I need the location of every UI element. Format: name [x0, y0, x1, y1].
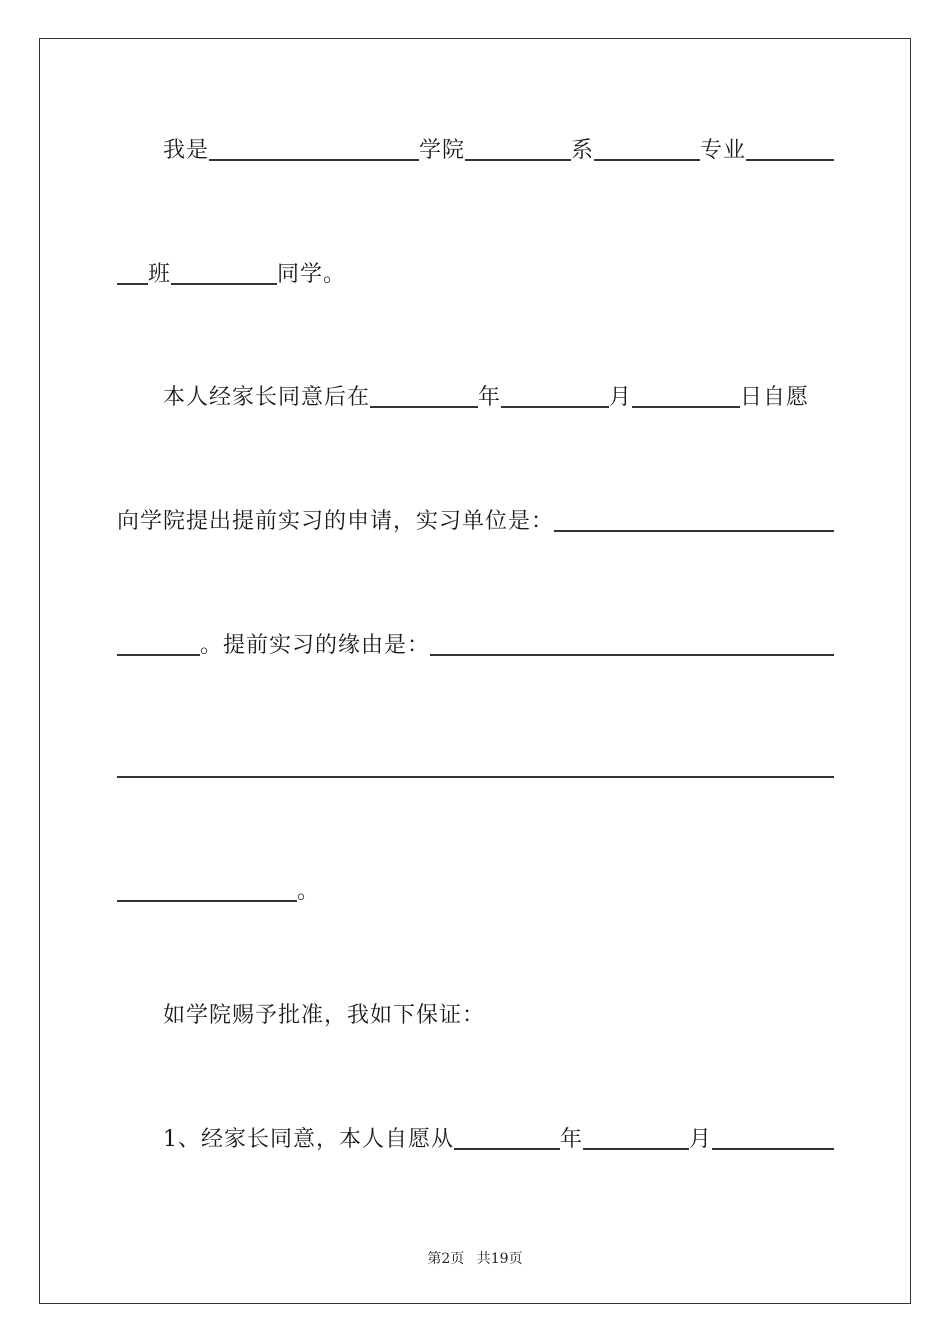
blank-class-part1 [746, 159, 834, 161]
text-wo-shi: 我是 [163, 138, 210, 163]
text-class: 班 [148, 262, 172, 287]
text-student: 同学。 [277, 262, 347, 287]
blank-reason-part1 [430, 654, 834, 656]
page-border [39, 38, 911, 1304]
text-day-voluntary: 日自愿 [740, 385, 810, 410]
line-8 [117, 1001, 834, 1031]
text-start-year: 年 [560, 1127, 584, 1152]
total-pages: 共19页 [476, 1251, 523, 1267]
blank-student-name [171, 283, 277, 285]
blank-month [501, 406, 609, 408]
blank-year [370, 406, 478, 408]
text-start-month: 月 [689, 1127, 713, 1152]
blank-start-day [712, 1148, 834, 1150]
blank-internship-unit-part2 [117, 654, 200, 656]
text-reason: 。提前实习的缘由是： [200, 633, 431, 658]
line-1 [117, 136, 834, 166]
blank-major [594, 159, 700, 161]
blank-reason-part3 [117, 900, 297, 902]
blank-class-part2 [117, 283, 148, 285]
page-footer [0, 1248, 950, 1268]
line-7 [117, 877, 834, 907]
blank-department [465, 159, 571, 161]
text-item-1: 1、经家长同意，本人自愿从 [163, 1127, 454, 1152]
line-3 [117, 383, 834, 413]
text-period: 。 [297, 879, 321, 904]
text-application: 向学院提出提前实习的申请，实习单位是： [117, 509, 555, 534]
line-4 [117, 507, 834, 537]
text-guarantee: 如学院赐予批准，我如下保证： [163, 1003, 486, 1028]
blank-reason-part2 [117, 776, 834, 778]
blank-start-month [583, 1148, 689, 1150]
page-number: 第2页 [427, 1251, 465, 1267]
text-month: 月 [609, 385, 633, 410]
text-parent-consent: 本人经家长同意后在 [163, 385, 371, 410]
text-year: 年 [478, 385, 502, 410]
text-major: 专业 [700, 138, 747, 163]
blank-day [632, 406, 740, 408]
blank-internship-unit-part1 [554, 530, 834, 532]
text-college: 学院 [419, 138, 466, 163]
line-5 [117, 631, 834, 661]
line-6 [117, 753, 834, 783]
blank-college [209, 159, 419, 161]
line-9 [117, 1125, 834, 1155]
text-department: 系 [571, 138, 595, 163]
line-2 [117, 260, 834, 290]
blank-start-year [454, 1148, 560, 1150]
